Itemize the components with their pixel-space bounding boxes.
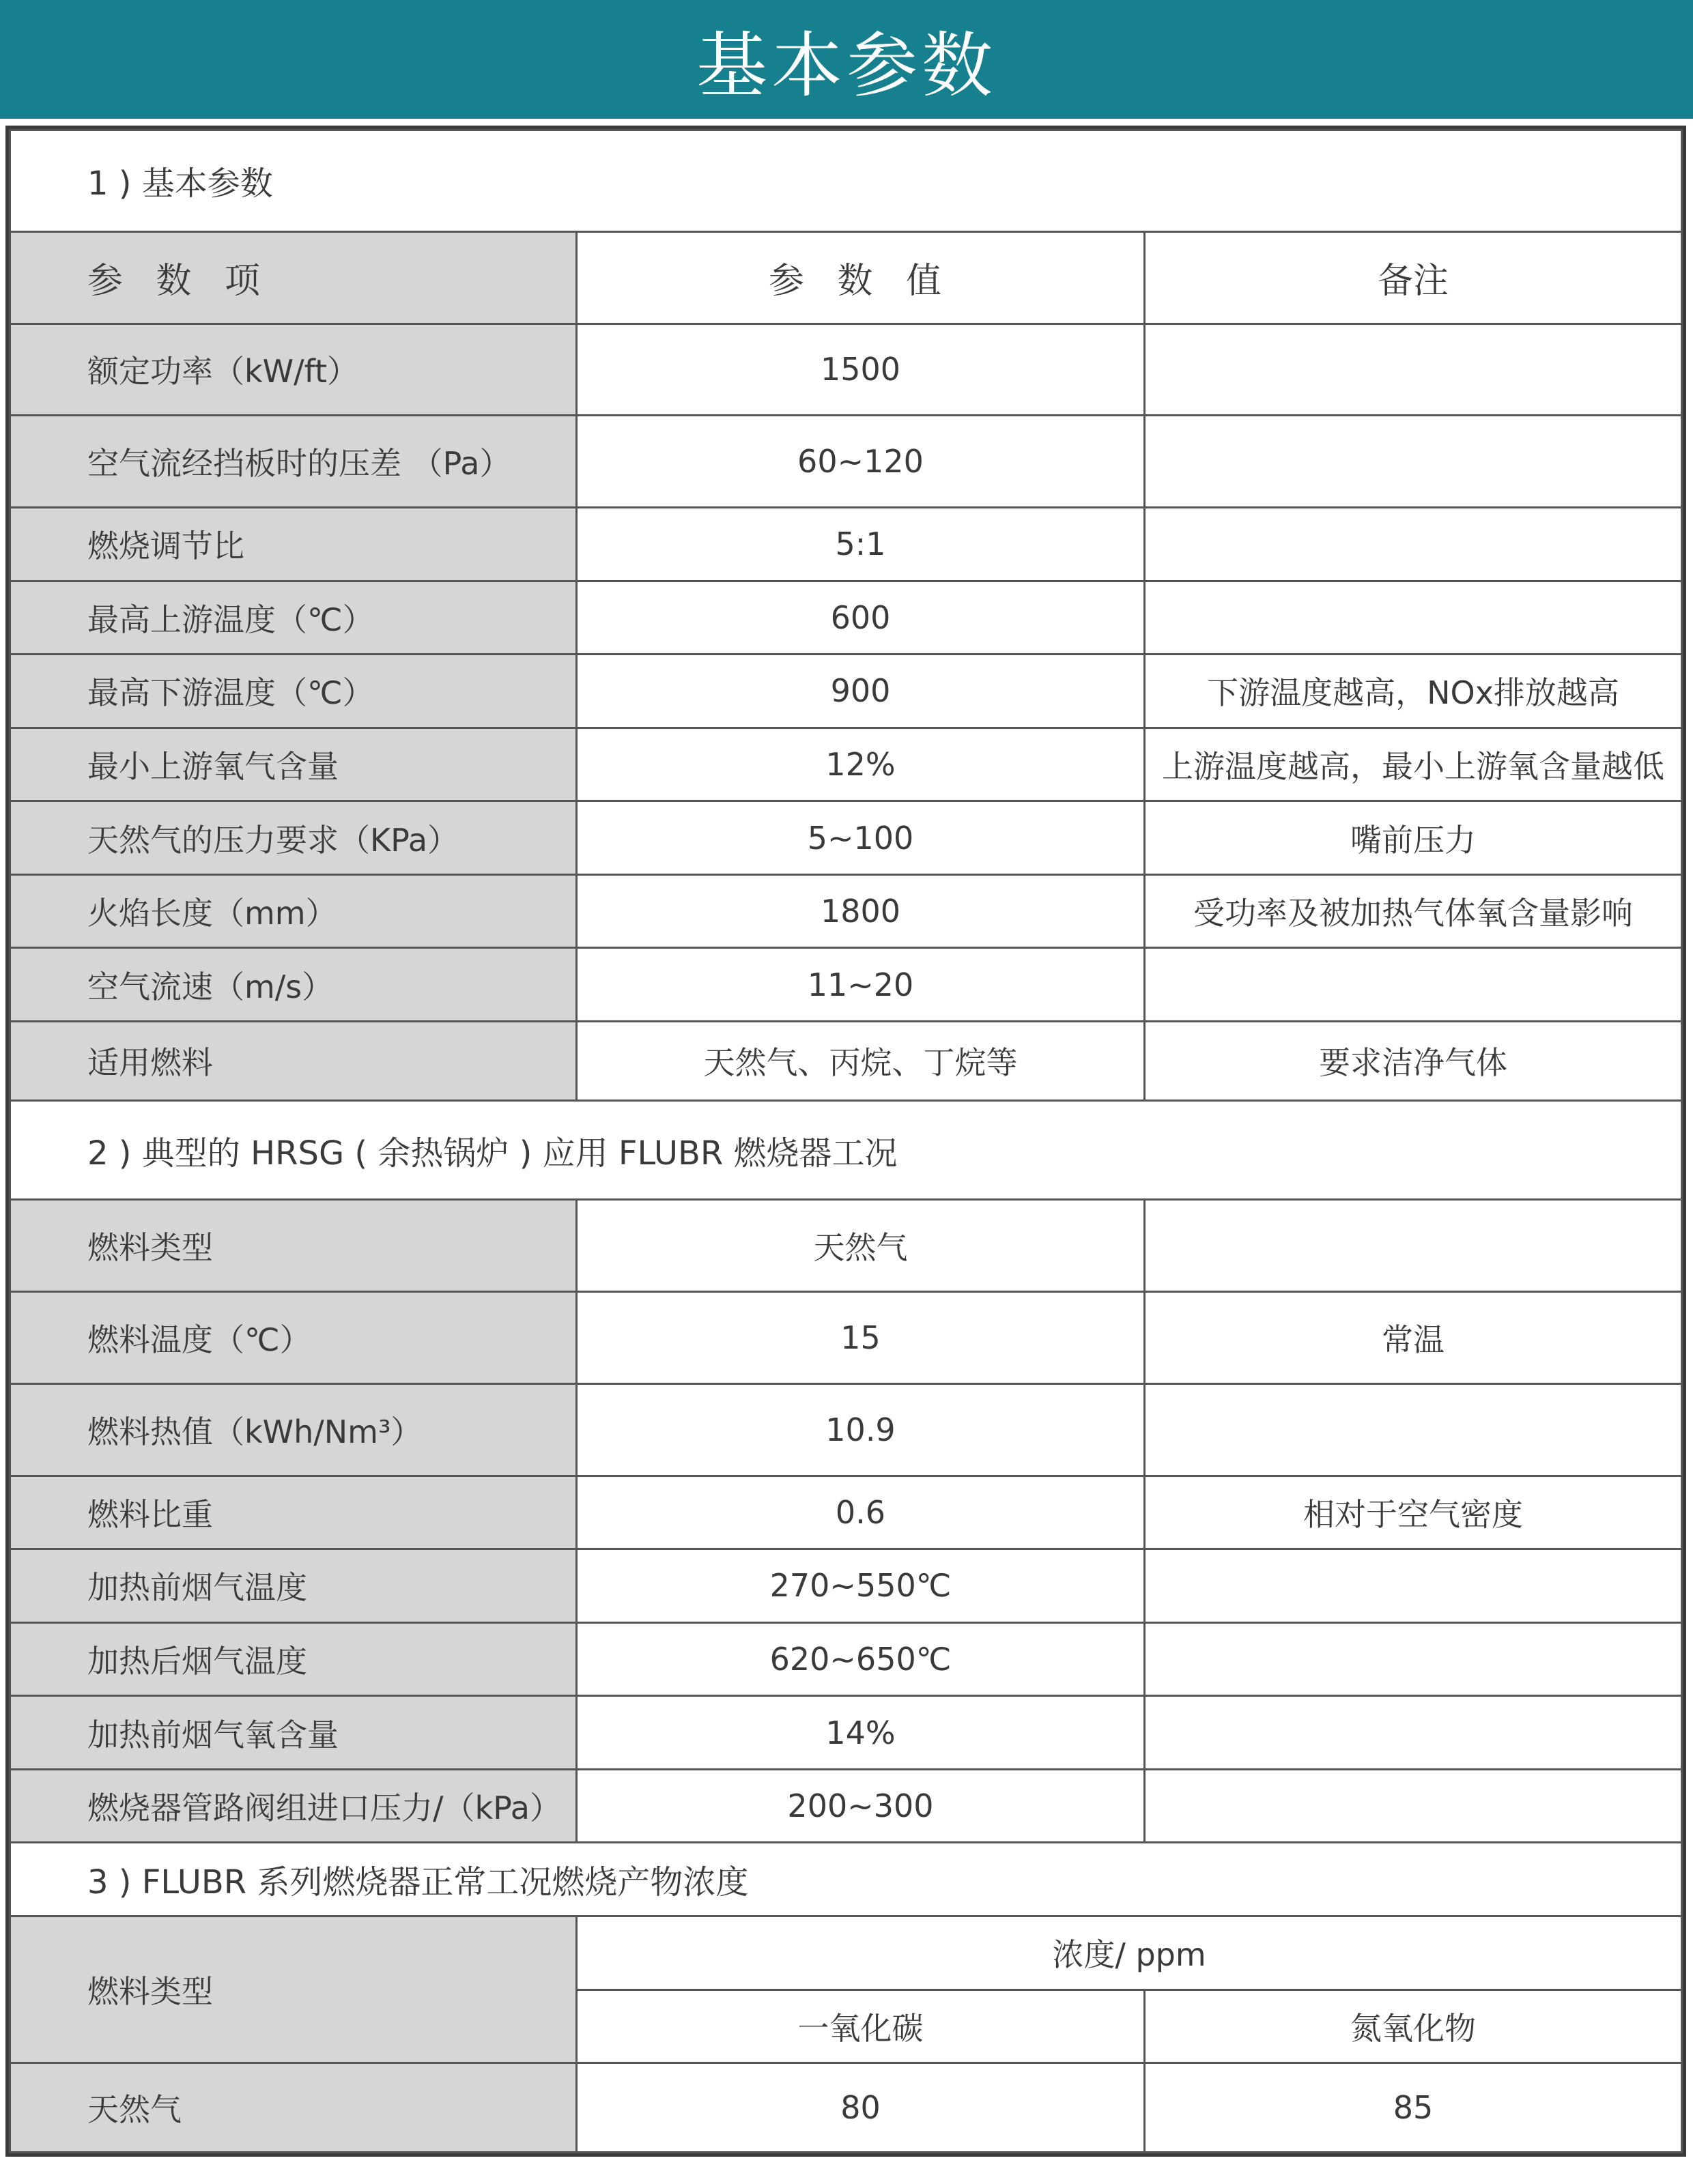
page-title: 基本参数 (696, 24, 997, 107)
table-row (10, 948, 1682, 1022)
parameter-table-frame (5, 126, 1686, 2157)
param-note: 常温 (1145, 1292, 1682, 1384)
section-1-title: 1 ) 基本参数 (10, 130, 1682, 232)
table-row (10, 1622, 1682, 1696)
param-note: 要求洁净气体 (1145, 1022, 1682, 1101)
section-3-title-row (10, 1843, 1682, 1916)
param-value: 0.6 (577, 1476, 1145, 1549)
co-value: 80 (577, 2063, 1145, 2153)
param-note: 受功率及被加热气体氧含量影响 (1145, 874, 1682, 948)
table-row (10, 1476, 1682, 1549)
param-value: 620~650℃ (577, 1622, 1145, 1696)
param-value: 10.9 (577, 1383, 1145, 1476)
param-note (1145, 1622, 1682, 1696)
section-2-title: 2 ) 典型的 HRSG ( 余热锅炉 ) 应用 FLUBR 燃烧器工况 (10, 1100, 1682, 1200)
param-label: 空气流经挡板时的压差 （Pa） (10, 416, 577, 508)
table-row (10, 507, 1682, 581)
nox-header: 氮氧化物 (1145, 1989, 1682, 2063)
param-note (1145, 507, 1682, 581)
param-note (1145, 1383, 1682, 1476)
param-note (1145, 1549, 1682, 1623)
table-row (10, 1696, 1682, 1770)
param-label: 最高上游温度（℃） (10, 581, 577, 655)
header-value: 参 数 值 (577, 231, 1145, 324)
table-row (10, 1292, 1682, 1384)
table-row (10, 655, 1682, 728)
table-row (10, 1022, 1682, 1101)
param-value: 5~100 (577, 801, 1145, 875)
table-row (10, 1769, 1682, 1843)
header-note: 备注 (1145, 231, 1682, 324)
param-note (1145, 1769, 1682, 1843)
param-value: 200~300 (577, 1769, 1145, 1843)
param-value: 12% (577, 728, 1145, 801)
param-note (1145, 1200, 1682, 1292)
param-label: 适用燃料 (10, 1022, 577, 1101)
section-1-header-row (10, 231, 1682, 324)
param-value: 1800 (577, 874, 1145, 948)
param-value: 11~20 (577, 948, 1145, 1022)
param-value: 600 (577, 581, 1145, 655)
param-label: 最高下游温度（℃） (10, 655, 577, 728)
param-note: 相对于空气密度 (1145, 1476, 1682, 1549)
table-row (10, 728, 1682, 801)
param-label: 燃烧器管路阀组进口压力/（kPa） (10, 1769, 577, 1843)
fuel-type-header: 燃料类型 (10, 1916, 577, 2063)
param-note: 上游温度越高，最小上游氧含量越低 (1145, 728, 1682, 801)
param-note (1145, 581, 1682, 655)
param-label: 燃料比重 (10, 1476, 577, 1549)
param-note: 嘴前压力 (1145, 801, 1682, 875)
param-value: 270~550℃ (577, 1549, 1145, 1623)
param-value: 1500 (577, 324, 1145, 416)
param-value: 60~120 (577, 416, 1145, 508)
param-label: 燃料温度（℃） (10, 1292, 577, 1384)
title-banner (0, 0, 1693, 119)
param-value: 5:1 (577, 507, 1145, 581)
section-1-title-row (10, 130, 1682, 232)
co-header: 一氧化碳 (577, 1989, 1145, 2063)
table-row (10, 1200, 1682, 1292)
param-note (1145, 416, 1682, 508)
header-param: 参 数 项 (10, 231, 577, 324)
param-value: 15 (577, 1292, 1145, 1384)
table-row (10, 416, 1682, 508)
param-label: 火焰长度（mm） (10, 874, 577, 948)
param-note (1145, 1696, 1682, 1770)
param-label: 燃料类型 (10, 1200, 577, 1292)
param-label: 天然气的压力要求（KPa） (10, 801, 577, 875)
table-row (10, 1383, 1682, 1476)
param-value: 天然气 (577, 1200, 1145, 1292)
concentration-header: 浓度/ ppm (577, 1916, 1682, 1990)
param-note: 下游温度越高，NOx排放越高 (1145, 655, 1682, 728)
nox-value: 85 (1145, 2063, 1682, 2153)
table-row (10, 1549, 1682, 1623)
param-value: 天然气、丙烷、丁烷等 (577, 1022, 1145, 1101)
param-label: 燃烧调节比 (10, 507, 577, 581)
param-value: 900 (577, 655, 1145, 728)
param-note (1145, 948, 1682, 1022)
param-label: 最小上游氧气含量 (10, 728, 577, 801)
table-row (10, 874, 1682, 948)
section-2-title-row (10, 1100, 1682, 1200)
concentration-header-row (10, 1916, 1682, 1990)
parameter-table (9, 129, 1683, 2153)
param-label: 加热前烟气温度 (10, 1549, 577, 1623)
table-row (10, 2063, 1682, 2153)
param-label: 加热前烟气氧含量 (10, 1696, 577, 1770)
table-row (10, 324, 1682, 416)
param-label: 燃料热值（kWh/Nm³） (10, 1383, 577, 1476)
param-value: 14% (577, 1696, 1145, 1770)
table-row (10, 581, 1682, 655)
fuel-name: 天然气 (10, 2063, 577, 2153)
section-3-title: 3 ) FLUBR 系列燃烧器正常工况燃烧产物浓度 (10, 1843, 1682, 1916)
param-label: 空气流速（m/s） (10, 948, 577, 1022)
param-label: 额定功率（kW/ft） (10, 324, 577, 416)
param-label: 加热后烟气温度 (10, 1622, 577, 1696)
table-row (10, 801, 1682, 875)
param-note (1145, 324, 1682, 416)
